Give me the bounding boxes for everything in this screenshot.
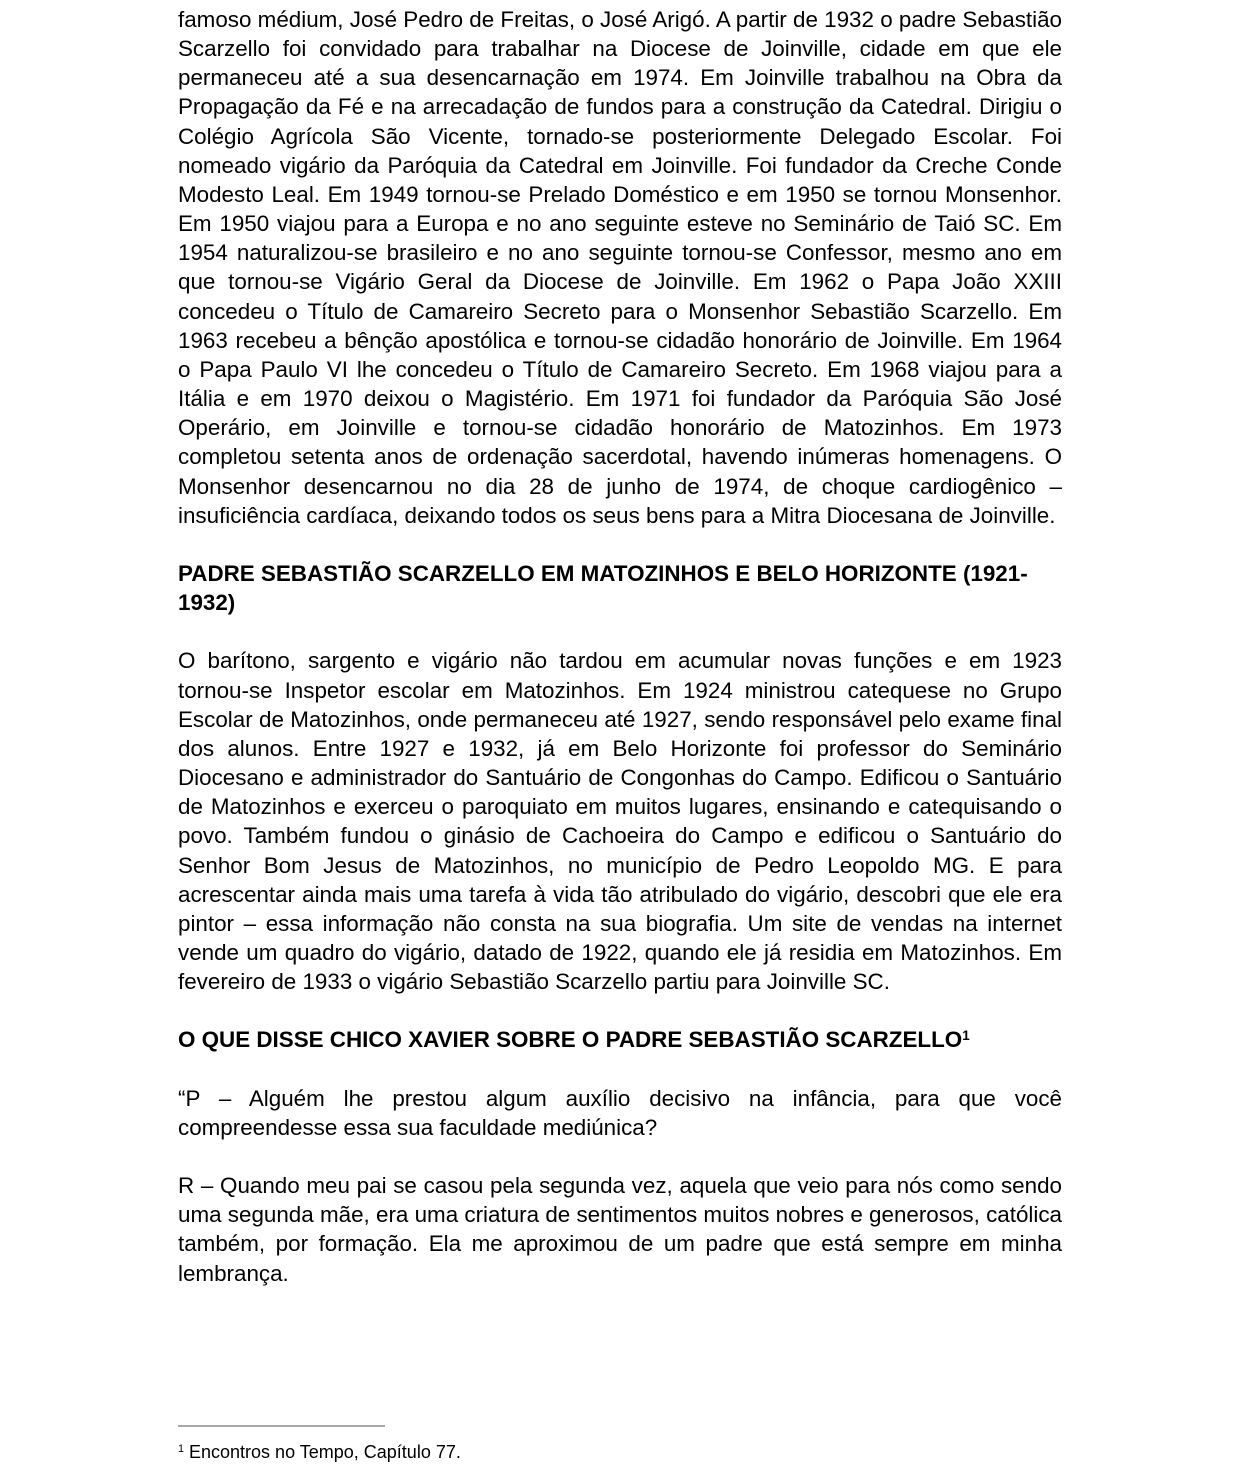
interview-answer: R – Quando meu pai se casou pela segunda vez, aquela que veio para nós como sendo uma segunda mãe, era uma criatura de sentimentos muitos nobres e generosos, católica também, por formação. Ela me aproximou de um padre que está sempre em minha lembrança. [178, 1173, 1062, 1286]
footnote [178, 1440, 461, 1464]
section-heading-matozinhos: PADRE SEBASTIÃO SCARZELLO EM MATOZINHOS E BELO HORIZONTE (1921-1932) [178, 560, 1028, 616]
section-heading-chico-xavier [178, 1025, 1062, 1054]
body-paragraph-matozinhos: O barítono, sargento e vigário não tardou em acumular novas funções e em 1923 tornou-se Inspetor escolar em Matozinhos. Em 1924 ministrou catequese no Grupo Escolar de Matozinhos, onde permaneceu até 1927, sendo responsável pelo exame final dos alunos. Entre 1927 e 1932, já em Belo Horizonte foi professor do Seminário Diocesano e administrador do Santuário de Congonhas do Campo. Edificou o Santuário de Matozinhos e exerceu o paroquiato em muitos lugares, ensinando e catequisando o povo. Também fundou o ginásio de Cachoeira do Campo e edificou o Santuário do Senhor Bom Jesus de Matozinhos, no município de Pedro Leopoldo MG. E para acrescentar ainda mais uma tarefa à vida tão atribulado do vigário, descobri que ele era pintor – essa informação não consta na sua biografia. Um site de vendas na internet vende um quadro do vigário, datado de 1922, quando ele já residia em Matozinhos. Em fevereiro de 1933 o vigário Sebastião Scarzello partiu para Joinville SC. [178, 648, 1062, 995]
footnote-reference[interactable]: 1 [962, 1028, 970, 1044]
document-page [178, 5, 1062, 1317]
heading-text: O QUE DISSE CHICO XAVIER SOBRE O PADRE SEBASTIÃO SCARZELLO [178, 1027, 963, 1053]
body-paragraph-biography: famoso médium, José Pedro de Freitas, o José Arigó. A partir de 1932 o padre Sebastião Scarzello foi convidado para trabalhar na Diocese de Joinville, cidade em que ele permaneceu até a sua desencarnação em 1974. Em Joinville trabalhou na Obra da Propagação da Fé e na arrecadação de fundos para a construção da Catedral. Dirigiu o Colégio Agrícola São Vicente, tornado-se posteriormente Delegado Escolar. Foi nomeado vigário da Paróquia da Catedral em Joinville. Foi fundador da Creche Conde Modesto Leal. Em 1949 tornou-se Prelado Doméstico e em 1950 se tornou Monsenhor. Em 1950 viajou para a Europa e no ano seguinte esteve no Seminário de Taió SC. Em 1954 naturalizou-se brasileiro e no ano seguinte tornou-se Confessor, mesmo ano em que tornou-se Vigário Geral da Diocese de Joinville. Em 1962 o Papa João XXIII concedeu o Título de Camareiro Secreto para o Monsenhor Sebastião Scarzello. Em 1963 recebeu a bênção apostólica e tornou-se cidadão honorário de Joinville. Em 1964 o Papa Paulo VI lhe concedeu o Título de Camareiro Secreto. Em 1968 viajou para a Itália e em 1970 deixou o Magistério. Em 1971 foi fundador da Paróquia São José Operário, em Joinville e tornou-se cidadão honorário de Matozinhos. Em 1973 completou setenta anos de ordenação sacerdotal, havendo inúmeras homenagens. O Monsenhor desencarnou no dia 28 de junho de 1974, de choque cardiogênico – insuficiência cardíaca, deixando todos os seus bens para a Mitra Diocesana de Joinville. [178, 7, 1062, 528]
footnote-text: Encontros no Tempo, Capítulo 77. [184, 1442, 461, 1462]
interview-question: “P – Alguém lhe prestou algum auxílio decisivo na infância, para que você compreendesse essa sua faculdade mediúnica? [178, 1085, 1062, 1140]
footnote-marker: 1 [178, 1443, 185, 1456]
footnote-separator [178, 1425, 385, 1427]
